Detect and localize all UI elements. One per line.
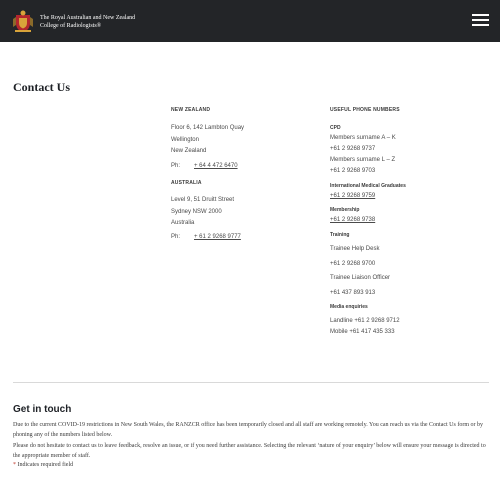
required-note-text: Indicates required field — [17, 462, 74, 468]
au-address-line: Australia — [171, 220, 195, 226]
cpd-line: Members surname L – Z — [330, 157, 396, 163]
au-address-line: Sydney NSW 2000 — [171, 208, 222, 215]
cpd-line: Members surname A – K — [330, 135, 396, 141]
useful-numbers-column — [330, 106, 490, 336]
college-crest-icon[interactable] — [12, 9, 34, 33]
membership-phone-link[interactable]: +61 2 9268 9738 — [330, 217, 376, 223]
section-divider — [13, 382, 489, 383]
nz-address-line: Wellington — [171, 136, 199, 143]
nz-address-line: Floor 6, 142 Lambton Quay — [171, 125, 245, 131]
training-line: Trainee Liaison Officer — [330, 275, 391, 281]
nz-phone-row — [171, 162, 311, 170]
training-line: Trainee Help Desk — [330, 246, 380, 252]
hamburger-menu-icon[interactable] — [472, 14, 489, 27]
college-name-line-1: The Royal Australian and New Zealand — [40, 15, 136, 21]
site-header — [0, 0, 500, 42]
nz-phone-label: Ph: — [171, 163, 181, 169]
college-name[interactable] — [40, 14, 135, 30]
media-landline[interactable]: Landline +61 2 9268 9712 — [330, 317, 400, 324]
media-mobile[interactable]: Mobile +61 417 435 333 — [330, 328, 395, 335]
get-in-touch-heading: Get in touch — [13, 404, 72, 415]
useful-numbers-heading: USEFUL PHONE NUMBERS — [330, 107, 400, 113]
nz-heading: NEW ZEALAND — [171, 107, 211, 113]
college-name-line-2: College of Radiologists® — [40, 23, 102, 29]
training-phone[interactable]: +61 437 893 913 — [330, 289, 376, 296]
media-label: Media enquiries — [330, 303, 368, 310]
au-phone-link[interactable]: + 61 2 9268 9777 — [194, 234, 241, 240]
training-label: Training — [330, 232, 350, 238]
offices-column — [171, 106, 311, 241]
nz-address-line: New Zealand — [171, 148, 207, 154]
nz-phone-link[interactable]: + 64 4 472 6470 — [194, 163, 238, 169]
cpd-label: CPD — [330, 125, 341, 131]
feedback-paragraph: Please do not hesitate to contact us to leave feedback, resolve an issue, or if you need further assistance. Selecting the relevant ‘nature of your enquiry’ below will ensure your message is directed to the appropriate member of staff. — [13, 443, 486, 459]
au-address-line: Level 9, 51 Druitt Street — [171, 197, 235, 203]
membership-label: Membership — [330, 207, 360, 213]
page-title: Contact Us — [13, 80, 70, 94]
au-heading: AUSTRALIA — [171, 180, 202, 186]
cpd-phone[interactable]: +61 2 9268 9703 — [330, 168, 376, 174]
covid-notice-paragraph: Due to the current COVID-19 restrictions in New South Wales, the RANZCR office has been temporarily closed and all staff are working remotely. You can reach us via the Contact Us form or by phoning any of the numbers listed below. — [13, 422, 484, 438]
cpd-phone[interactable]: +61 2 9268 9737 — [330, 146, 376, 152]
required-star: * — [13, 462, 16, 468]
training-phone[interactable]: +61 2 9268 9700 — [330, 260, 376, 267]
au-phone-label: Ph: — [171, 234, 181, 240]
img-phone-link[interactable]: +61 2 9268 9759 — [330, 193, 376, 199]
required-field-note — [13, 462, 73, 468]
au-phone-row — [171, 233, 311, 241]
img-label: International Medical Graduates — [330, 183, 406, 189]
